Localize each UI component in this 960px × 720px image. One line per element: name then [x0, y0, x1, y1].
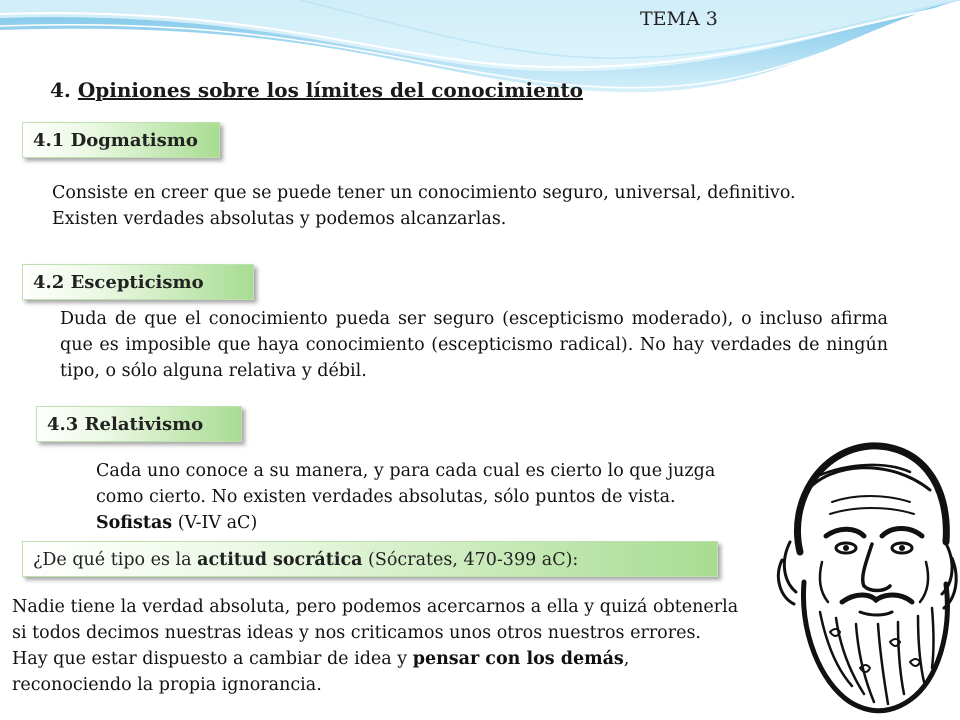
dogmatismo-line-1: Consiste en creer que se puede tener un conocimiento seguro, universal, definitivo. — [52, 183, 796, 203]
question-socratic-attitude — [22, 541, 718, 577]
tag-escepticismo: 4.2 Escepticismo — [22, 264, 254, 300]
tag-dogmatismo: 4.1 Dogmatismo — [22, 122, 220, 158]
relativismo-text-a: Cada uno conoce a su manera, y para cada cual es cierto lo que juzga como cierto. No existen verdades absolutas, sólo puntos de vista. — [96, 461, 716, 507]
dogmatismo-text — [52, 180, 932, 232]
dogmatismo-line-2: Existen verdades absolutas y podemos alcanzarlas. — [52, 209, 507, 229]
relativismo-bold: Sofistas — [96, 513, 173, 533]
tag-relativismo: 4.3 Relativismo — [36, 406, 242, 442]
answer-text-a: Nadie tiene la verdad absoluta, pero podemos acercarnos a ella y quizá obtenerla si todos decimos nuestras ideas y nos criticamos unos otros nuestros errores. Hay que estar dispuesto a cambiar de idea y — [12, 597, 739, 669]
question-post: (Sócrates, 470-399 aC): — [362, 550, 579, 570]
section-number: 4. — [50, 78, 71, 102]
escepticismo-text: Duda de que el conocimiento pueda ser seguro (escepticismo moderado), o incluso afirma que es imposible que haya conocimiento (escepticismo radical). No hay verdades de ningún tipo, o sólo alguna relativa y débil. — [60, 309, 888, 381]
relativismo-text — [96, 458, 741, 536]
question-bold: actitud socrática — [197, 550, 363, 570]
socrates-portrait-icon — [760, 432, 960, 720]
section-heading — [50, 78, 583, 102]
slide-topic-label: TEMA 3 — [640, 8, 718, 30]
socratic-answer-text — [12, 594, 742, 698]
header-wave-decoration — [0, 0, 960, 120]
relativismo-text-b: (V-IV aC) — [172, 513, 258, 533]
answer-bold: pensar con los demás — [412, 649, 624, 669]
question-pre: ¿De qué tipo es la — [33, 550, 198, 570]
section-title: Opiniones sobre los límites del conocimiento — [77, 78, 583, 102]
answer-text-b: , reconociendo la propia ignorancia. — [12, 649, 630, 695]
